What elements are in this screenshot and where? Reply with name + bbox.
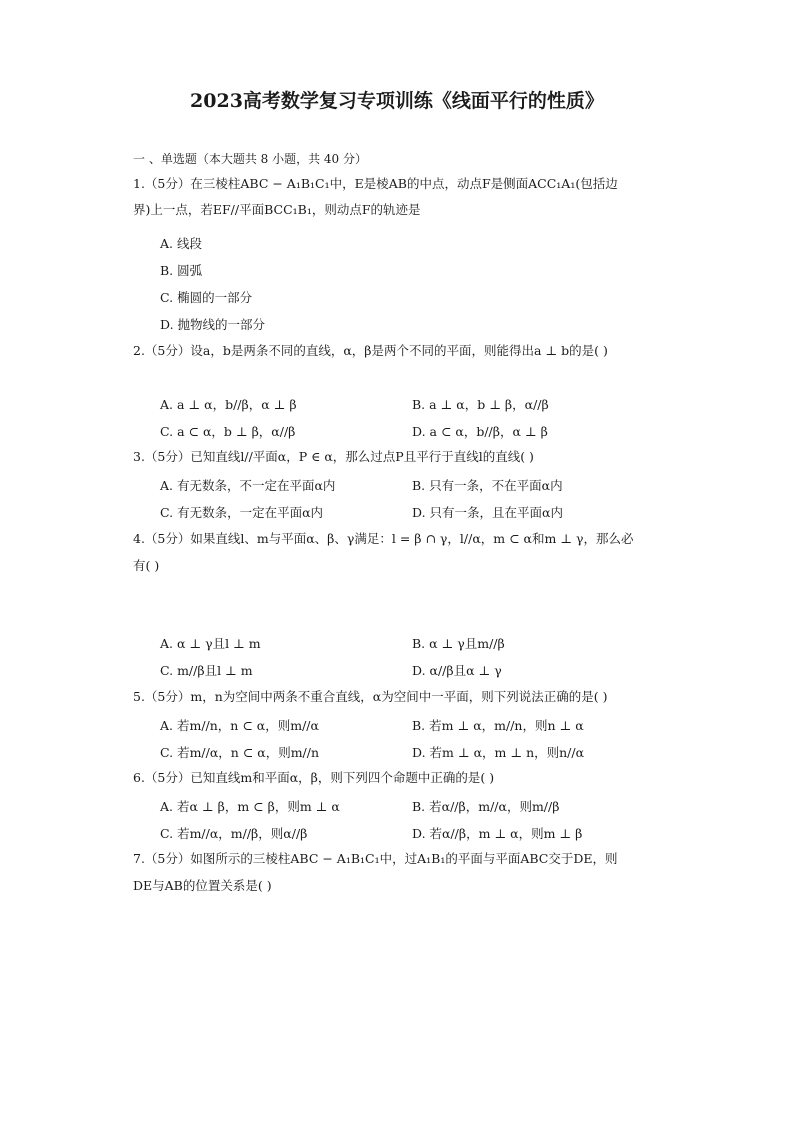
question-2-stem [133,340,663,362]
question-1-option-b: B. 圆弧 [160,263,203,278]
question-2-stem-line-1: 2.（5分）设a，b是两条不同的直线，α，β是两个不同的平面，则能得出a ⊥ b的是( ) [133,343,608,358]
question-3-stem [133,446,663,468]
question-1-stem-cont [133,199,663,221]
question-3-option-d: D. 只有一条，且在平面α内 [412,505,563,520]
question-4-option-c: C. m//β且l ⊥ m [160,663,253,678]
question-1-option-d: D. 抛物线的一部分 [160,317,266,332]
question-2-option-b: B. a ⊥ α，b ⊥ β，α//β [412,397,549,412]
question-6-option-a: A. 若α ⊥ β，m ⊂ β，则m ⊥ α [160,799,340,814]
question-7-stem-cont [133,875,663,897]
question-3-option-c: C. 有无数条，一定在平面α内 [160,505,324,520]
question-2-option-a: A. a ⊥ α，b//β，α ⊥ β [160,397,297,412]
question-7-stem-line-2: DE与AB的位置关系是( ) [133,878,272,893]
question-3-stem-line-1: 3.（5分）已知直线l//平面α，P ∈ α，那么过点P且平行于直线l的直线( ) [133,449,534,464]
question-2-option-d: D. a ⊂ α，b//β，α ⊥ β [412,424,548,439]
question-6-stem-line-1: 6.（5分）已知直线m和平面α，β，则下列四个命题中正确的是( ) [133,770,495,785]
question-4-option-d: D. α//β且α ⊥ γ [412,663,502,678]
question-5-option-a: A. 若m//n，n ⊂ α，则m//α [160,718,319,733]
question-3-option-a: A. 有无数条，不一定在平面α内 [160,478,336,493]
question-3-option-b: B. 只有一条，不在平面α内 [412,478,563,493]
question-6-option-b: B. 若α//β，m//α，则m//β [412,799,560,814]
question-6-option-d: D. 若α//β，m ⊥ α，则m ⊥ β [412,826,583,841]
question-4-option-b: B. α ⊥ γ且m//β [412,636,505,651]
question-1-stem [133,173,663,195]
question-7-stem [133,848,663,870]
question-4-stem-line-1: 4.（5分）如果直线l、m与平面α、β、γ满足：l = β ∩ γ，l//α，m ⊂ α和m ⊥ γ，那么必 [133,531,634,546]
question-6-option-c: C. 若m//α，m//β，则α//β [160,826,308,841]
question-5-stem-line-1: 5.（5分）m，n为空间中两条不重合直线，α为空间中一平面，则下列说法正确的是( ) [133,689,608,704]
question-5-stem [133,686,663,708]
question-1-option-c: C. 椭圆的一部分 [160,290,253,305]
question-1-stem-line-1: 1.（5分）在三棱柱ABC − A₁B₁C₁中，E是棱AB的中点，动点F是侧面ACC₁A₁(包括边 [133,176,618,191]
question-4-option-a: A. α ⊥ γ且l ⊥ m [160,636,261,651]
question-4-stem-cont [133,555,663,577]
question-2-option-c: C. a ⊂ α，b ⊥ β，α//β [160,424,296,439]
question-1-stem-line-2: 界)上一点，若EF//平面BCC₁B₁，则动点F的轨迹是 [133,202,421,217]
page-title: 2023高考数学复习专项训练《线面平行的性质》 [190,90,604,112]
question-5-option-d: D. 若m ⊥ α，m ⊥ n，则n//α [412,745,585,760]
question-4-stem [133,528,663,550]
question-5-option-b: B. 若m ⊥ α，m//n，则n ⊥ α [412,718,584,733]
question-7-stem-line-1: 7.（5分）如图所示的三棱柱ABC − A₁B₁C₁中，过A₁B₁的平面与平面ABC交于DE，则 [133,851,618,866]
question-1-option-a: A. 线段 [160,236,202,251]
question-4-stem-line-2: 有( ) [133,558,160,573]
section-heading: 一 、单选题（本大题共 8 小题，共 40 分） [133,152,367,166]
question-6-stem [133,767,663,789]
question-5-option-c: C. 若m//α，n ⊂ α，则m//n [160,745,320,760]
